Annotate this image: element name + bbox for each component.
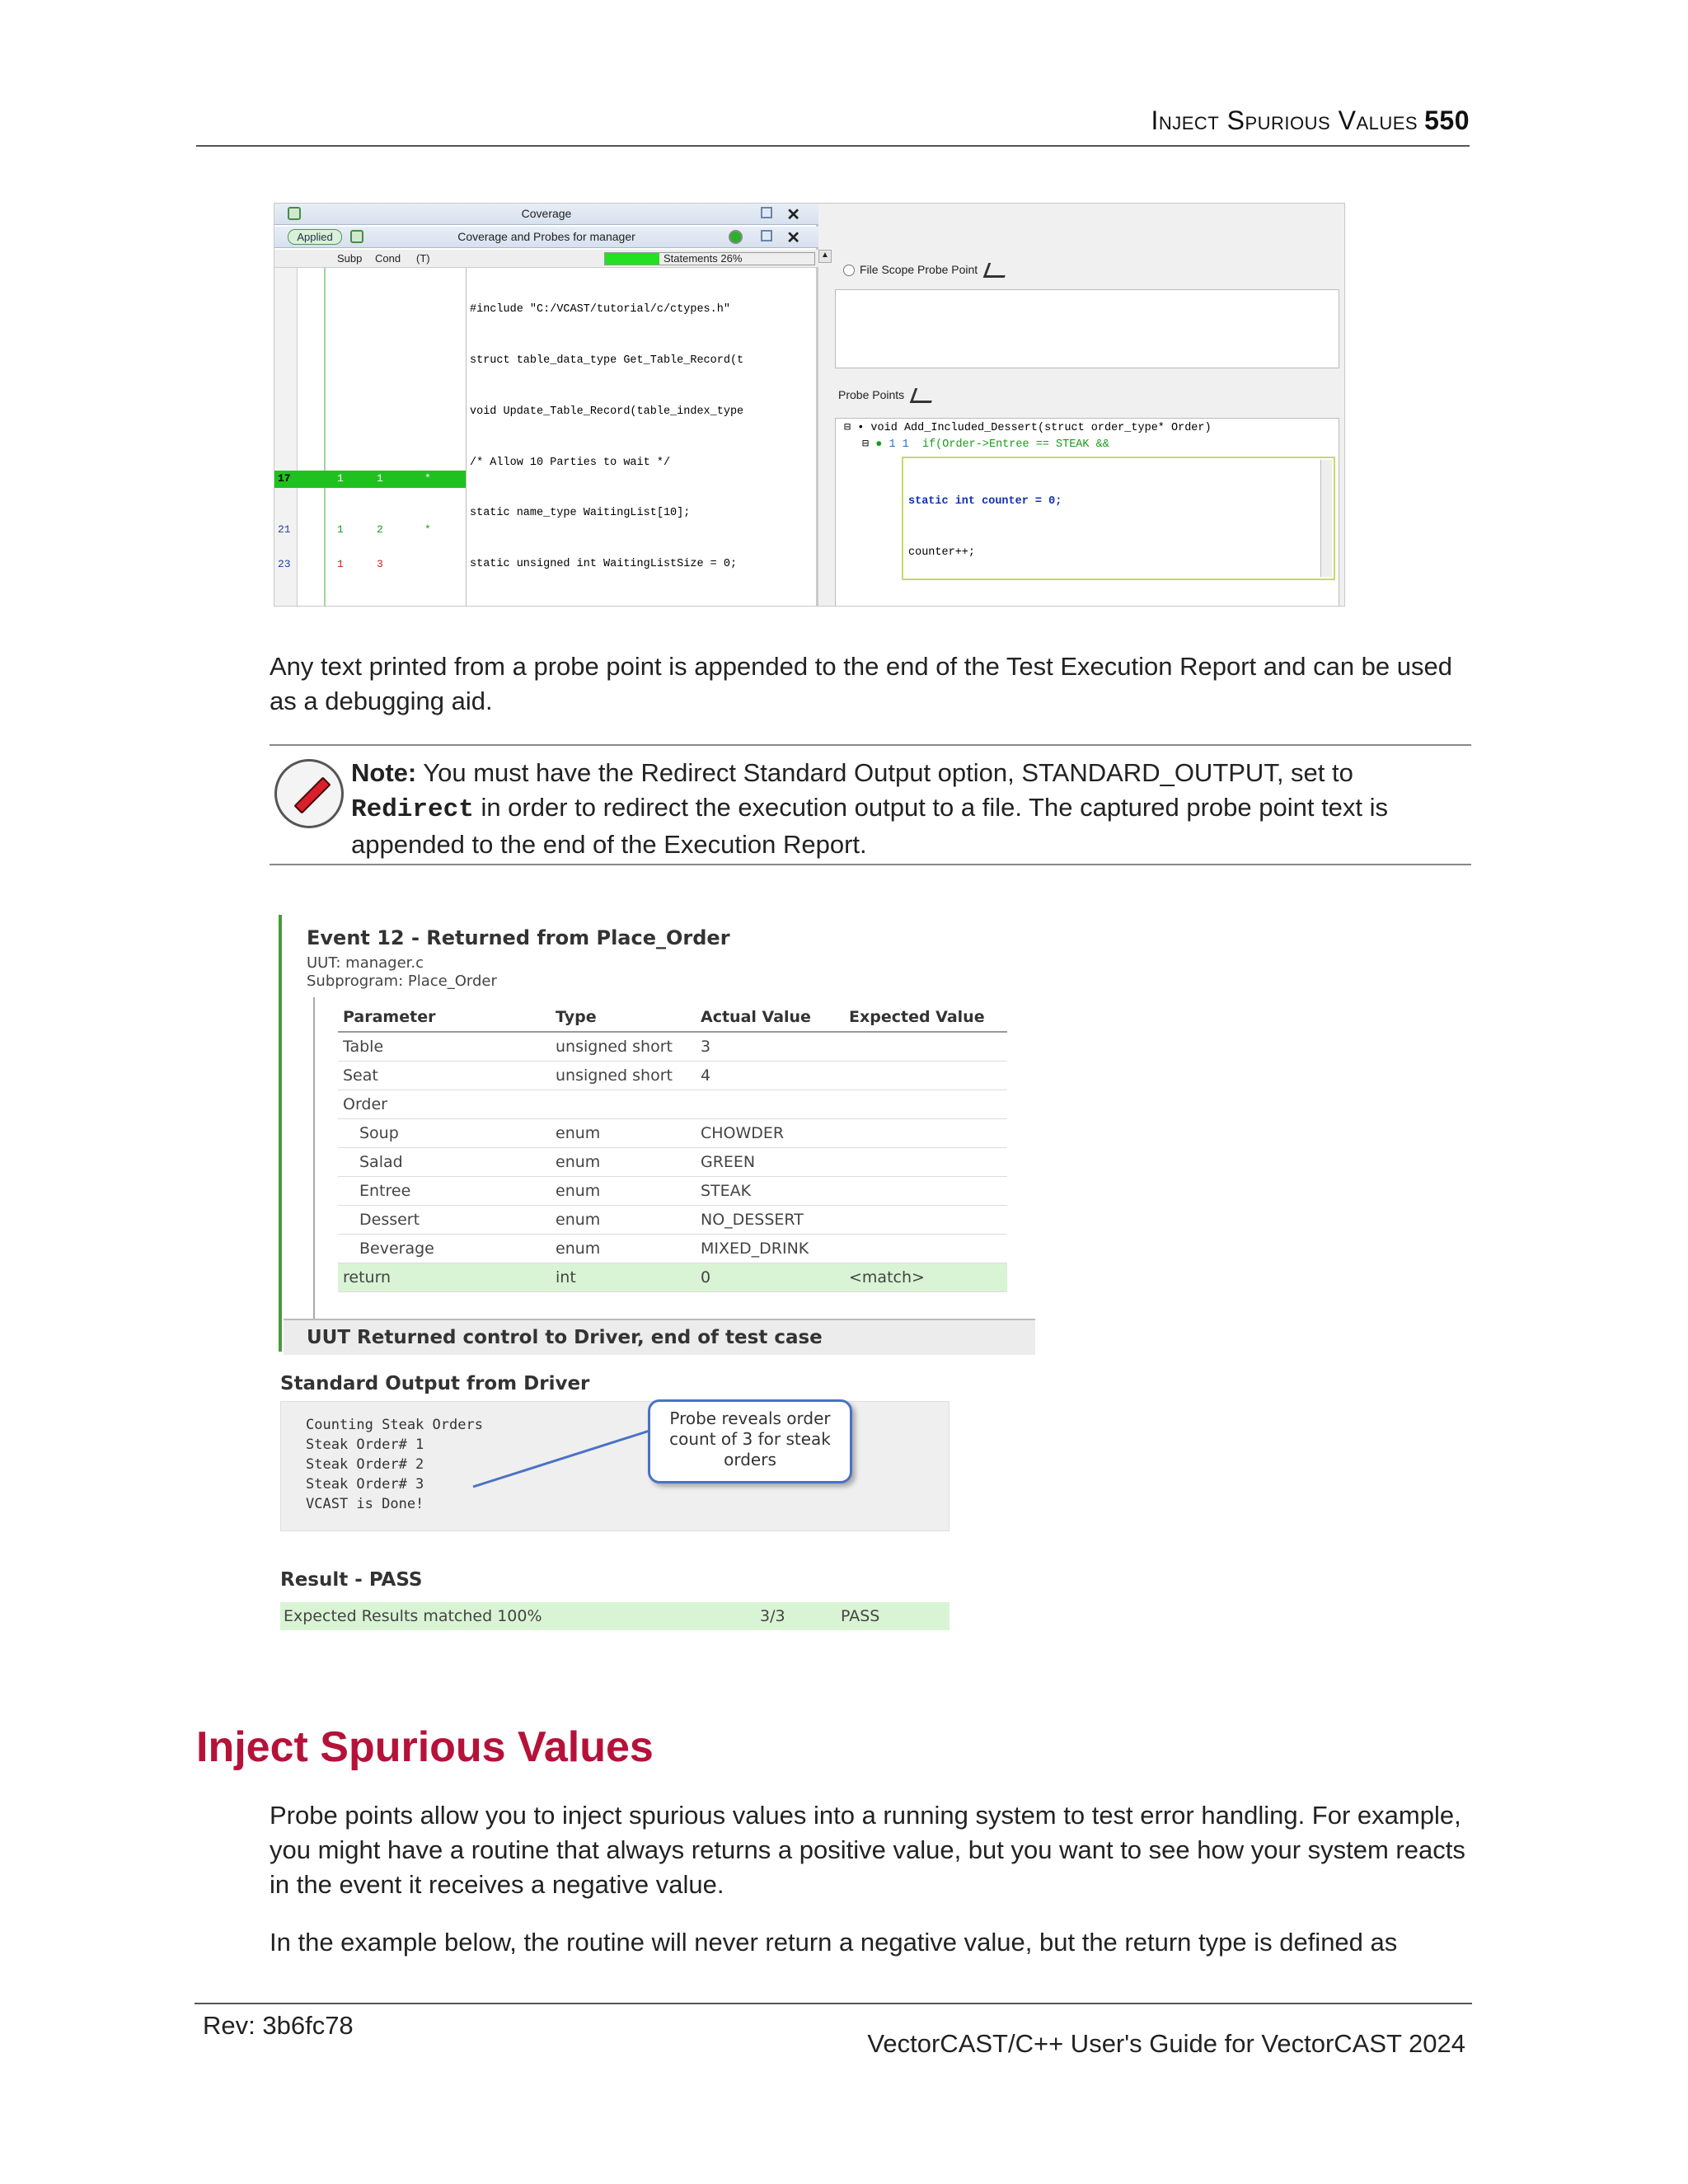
event-title: Event 12 - Returned from Place_Order (307, 926, 730, 949)
line-number: 23 (278, 558, 291, 570)
probe-editor-scrollbar[interactable] (1320, 460, 1332, 577)
file-scope-label-row (860, 263, 1007, 278)
note-code: Redirect (351, 795, 474, 824)
expected-cell (844, 1147, 1007, 1176)
probe-points-label: Probe Points (838, 388, 905, 401)
probe-code-editor[interactable] (902, 457, 1335, 580)
result-title: Result - PASS (280, 1569, 423, 1591)
close-icon[interactable]: ✕ (786, 229, 800, 247)
actual-cell: CHOWDER (696, 1118, 844, 1147)
line-number: 21 (278, 523, 291, 536)
param-cell: Entree (338, 1176, 551, 1205)
event-subprogram: Subprogram: Place_Order (307, 972, 497, 990)
type-cell: unsigned short (551, 1061, 696, 1090)
pencil-icon (274, 759, 344, 828)
std-output-title: Standard Output from Driver (280, 1373, 590, 1394)
code-line: struct table_data_type Get_Table_Record(t (470, 354, 744, 367)
col-t: (T) (416, 252, 430, 265)
note-text-part: You must have the Redirect Standard Output option, STANDARD_OUTPUT, set to (416, 758, 1353, 787)
type-cell: enum (551, 1205, 696, 1234)
footer-guide-title: VectorCAST/C++ User's Guide for VectorCAST 2024 (867, 2029, 1465, 2058)
statements-label: Statements 26% (663, 252, 743, 265)
std-output-line: Steak Order# 2 (306, 1456, 424, 1473)
tree-child-label: if(Order->Entree == STEAK && (921, 438, 1109, 451)
table-row (338, 1234, 1007, 1263)
file-scope-label: File Scope Probe Point (860, 263, 978, 276)
result-status: PASS (841, 1607, 880, 1625)
cond-value: 2 (377, 523, 383, 536)
code-line: static name_type WaitingList[10]; (470, 507, 691, 520)
subp-value: 1 (337, 558, 344, 570)
line-info-row[interactable] (274, 522, 466, 539)
std-output-line: Counting Steak Orders (306, 1417, 483, 1433)
event-uut: UUT: manager.c (307, 954, 424, 972)
probe-code-line: counter++; (908, 546, 976, 559)
table-row (338, 1061, 1007, 1090)
undock-icon[interactable] (761, 230, 772, 241)
std-output-line: Steak Order# 1 (306, 1436, 424, 1453)
coverage-pane (274, 204, 829, 607)
param-cell: Beverage (338, 1234, 551, 1263)
code-line: #include "C:/VCAST/tutorial/c/ctypes.h" (470, 303, 730, 316)
t-value: * (424, 472, 431, 485)
undock-icon[interactable] (761, 207, 772, 218)
param-cell: Order (338, 1090, 551, 1118)
close-icon[interactable]: ✕ (786, 206, 800, 224)
table-row (338, 1118, 1007, 1147)
expected-cell: <match> (844, 1263, 1007, 1291)
applied-badge[interactable]: Applied (288, 229, 342, 245)
actual-cell: NO_DESSERT (696, 1205, 844, 1234)
note-label: Note: (351, 758, 417, 787)
col-subp: Subp (337, 252, 363, 265)
probe-points-tree[interactable] (835, 418, 1339, 607)
actual-cell: GREEN (696, 1147, 844, 1176)
probe-icon[interactable] (983, 263, 1010, 278)
probe-points-label-row (838, 388, 934, 403)
subp-value: 1 (337, 523, 344, 536)
callout-arrow (468, 1426, 658, 1492)
type-cell: enum (551, 1118, 696, 1147)
coverage-probes-screenshot (274, 203, 1345, 607)
note-text-part: in order to redirect the execution output to a file. The captured probe point text is appended to the end of the Execution Report. (351, 793, 1389, 859)
parameter-table (338, 1002, 1007, 1292)
table-row (338, 1263, 1007, 1291)
table-indent-line (313, 997, 321, 1352)
type-cell (551, 1090, 696, 1118)
std-output-line: Steak Order# 3 (306, 1476, 424, 1493)
line-number: 17 (278, 472, 291, 485)
line-info-row[interactable] (274, 556, 466, 574)
coverage-tab-bar (274, 204, 818, 225)
table-row (338, 1147, 1007, 1176)
probe-marker-icon: ● (875, 438, 883, 451)
expected-cell (844, 1090, 1007, 1118)
result-ratio: 3/3 (760, 1607, 785, 1625)
param-cell: Table (338, 1032, 551, 1061)
note-box (270, 744, 1471, 865)
coverage-tab-title[interactable]: Coverage (521, 207, 572, 220)
probe-icon[interactable] (910, 388, 937, 403)
param-cell: Salad (338, 1147, 551, 1176)
file-scope-editor[interactable] (835, 289, 1339, 368)
actual-cell: STEAK (696, 1176, 844, 1205)
type-cell: enum (551, 1147, 696, 1176)
actual-cell: 0 (696, 1263, 844, 1291)
note-text (351, 756, 1464, 862)
actual-cell: 4 (696, 1061, 844, 1090)
t-value: * (424, 523, 431, 536)
code-line: /* Allow 10 Parties to wait */ (470, 456, 671, 469)
param-cell: return (338, 1263, 551, 1291)
probe-code-line: static int counter = 0; (908, 495, 1062, 509)
column-header: Expected Value (844, 1002, 1007, 1032)
table-row (338, 1032, 1007, 1061)
actual-cell: MIXED_DRINK (696, 1234, 844, 1263)
source-code-view[interactable] (466, 268, 818, 607)
type-cell: enum (551, 1176, 696, 1205)
execution-report-screenshot (279, 915, 1037, 1640)
actual-cell (696, 1090, 844, 1118)
expected-cell (844, 1118, 1007, 1147)
table-header-row (338, 1002, 1007, 1032)
expected-cell (844, 1061, 1007, 1090)
code-line: static unsigned int WaitingListSize = 0; (470, 558, 738, 571)
result-label: Expected Results matched 100% (284, 1607, 542, 1625)
page-footer (195, 2003, 1472, 2058)
code-line: void Update_Table_Record(table_index_type (470, 405, 744, 418)
column-header: Type (551, 1002, 696, 1032)
col-cond: Cond (375, 252, 401, 265)
type-cell: unsigned short (551, 1032, 696, 1061)
probe-points-pane (835, 204, 1345, 607)
header-section-title: Inject Spurious Values (1151, 105, 1418, 135)
footer-revision: Rev: 3b6fc78 (203, 2011, 354, 2040)
section-heading: Inject Spurious Values (196, 1723, 654, 1771)
table-row (338, 1176, 1007, 1205)
param-cell: Dessert (338, 1205, 551, 1234)
event-bar (279, 915, 282, 1352)
callout-box: Probe reveals order count of 3 for steak orders (648, 1399, 852, 1483)
coverage-column-header (274, 250, 818, 268)
param-cell: Seat (338, 1061, 551, 1090)
line-info-row[interactable] (274, 471, 466, 488)
std-output-line: VCAST is Done! (306, 1496, 424, 1512)
body-paragraph: Probe points allow you to inject spurious values into a running system to test error handling. For example, you might have a routine that always returns a positive value, but you want to see how your system reacts in the event it receives a negative value. (270, 1801, 1465, 1899)
tree-root-item[interactable]: ⊟ • void Add_Included_Dessert(struct order_type* Order) (844, 422, 1212, 434)
uut-returned-banner: UUT Returned control to Driver, end of test case (284, 1319, 1035, 1355)
table-row (338, 1090, 1007, 1118)
sub-tab-bar (274, 227, 818, 248)
subp-value: 1 (337, 472, 344, 485)
tree-root-label: • void Add_Included_Dessert(struct order_type* Order) (857, 422, 1212, 434)
column-header: Parameter (338, 1002, 551, 1032)
body-paragraph: In the example below, the routine will never return a negative value, but the return type is defined as (270, 1928, 1398, 1957)
cond-value: 1 (377, 472, 383, 485)
page-header (196, 105, 1470, 147)
file-scope-radio[interactable] (843, 265, 855, 276)
type-cell: enum (551, 1234, 696, 1263)
param-cell: Soup (338, 1118, 551, 1147)
type-cell: int (551, 1263, 696, 1291)
probe-status-icon[interactable] (729, 230, 743, 244)
expected-cell (844, 1234, 1007, 1263)
column-header: Actual Value (696, 1002, 844, 1032)
page-number: 550 (1424, 105, 1470, 135)
scroll-up-button[interactable]: ▲ (818, 250, 832, 263)
tree-child-item[interactable]: ⊟ ● 1 1 if(Order->Entree == STEAK && (862, 438, 1109, 451)
sub-tab-title[interactable]: Coverage and Probes for manager (457, 230, 635, 243)
tree-child-prefix: 1 1 (889, 438, 909, 451)
body-paragraph: Any text printed from a probe point is appended to the end of the Test Execution Report and can be used as a debugging aid. (270, 652, 1452, 715)
expected-cell (844, 1176, 1007, 1205)
expected-cell (844, 1205, 1007, 1234)
expected-cell (844, 1032, 1007, 1061)
running-header (1151, 105, 1470, 136)
result-bar (280, 1602, 950, 1630)
table-row (338, 1205, 1007, 1234)
cond-value: 3 (377, 558, 383, 570)
actual-cell: 3 (696, 1032, 844, 1061)
